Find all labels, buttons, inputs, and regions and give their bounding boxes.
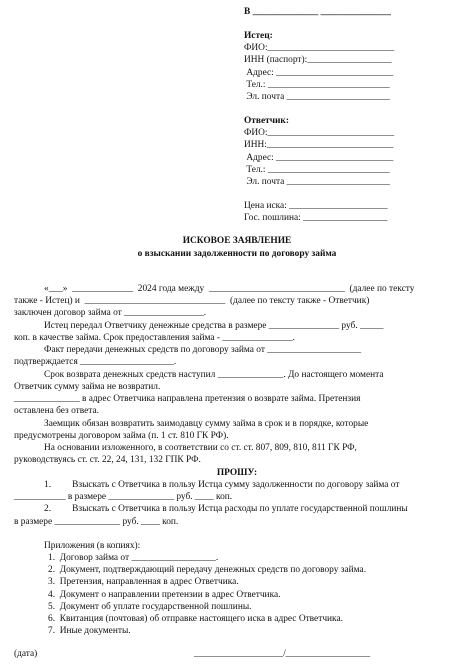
request-title: ПРОШУ: <box>216 468 258 478</box>
body-line-7: подтверждается ____________________. <box>14 357 177 367</box>
court-line: В ______________ _______________ <box>244 7 391 17</box>
body-line-13: предусмотрены договором займа (п. 1 ст. 810 ГК РФ). <box>14 431 229 441</box>
body-line-5: коп. в качестве займа. Срок предоставления займа - _______________. <box>14 333 295 343</box>
body-line-3: заключен договор займа от _________________. <box>14 308 207 318</box>
attachment-item: 2. Документ, подтверждающий передачу денежных средств по договору займа. <box>48 565 367 575</box>
attachment-item: 5. Документ об уплате государственной пошлины. <box>48 602 252 612</box>
defendant-fio: ФИО:___________________________ <box>244 128 395 138</box>
body-line-1: «___» _____________ 2024 года между _____________________________ (далее по тексту <box>44 284 415 294</box>
request-item-2-cont: в размере ______________ руб. ____ коп. <box>14 517 179 527</box>
plaintiff-phone: Тел.: __________________________ <box>244 80 390 90</box>
body-line-8: Срок возврата денежных средств наступил ______________. До настоящего момента <box>44 370 384 380</box>
body-line-6: Факт передачи денежных средств по договору займа от ____________________ <box>44 345 362 355</box>
body-line-12: Заемщик обязан возвратить заимодавцу сумму займа в срок и в порядке, которые <box>44 419 369 429</box>
plaintiff-title: Истец: <box>244 31 273 41</box>
attachments-title: Приложения (в копиях): <box>44 541 141 551</box>
defendant-title: Ответчик: <box>244 116 289 126</box>
request-item-1-cont: ___________ в размере ______________ руб. ____ коп. <box>14 492 233 502</box>
body-line-4: Истец передал Ответчику денежные средства в размере _______________ руб. _____ <box>44 321 384 331</box>
body-line-9: Ответчик сумму займа не возвратил. <box>14 382 161 392</box>
attachment-item: 4. Документ о направлении претензии в адрес Ответчика. <box>48 590 281 600</box>
attachment-item: 1. Договор займа от __________________. <box>48 553 219 563</box>
body-line-11: оставлена без ответа. <box>14 406 99 416</box>
plaintiff-address: Адрес: _________________________ <box>244 68 394 78</box>
body-line-10: ______________ в адрес Ответчика направлена претензия о возврате займа. Претензия <box>14 394 361 404</box>
request-item-2: 2. Взыскать с Ответчика в пользу Истца расходы по уплате государственной пошлины <box>44 504 408 514</box>
document-subtitle: о взыскании задолженности по договору займа <box>137 249 337 259</box>
document-title: ИСКОВОЕ ЗАЯВЛЕНИЕ <box>182 236 292 246</box>
claim-price: Цена иска: _____________________ <box>244 201 388 211</box>
body-line-2: также - Истец) и ______________________________ (далее по тексту также - Ответчик) <box>14 296 370 306</box>
defendant-email: Эл. почта ______________________ <box>244 177 390 187</box>
signature-field: ___________________/__________________ <box>194 649 371 659</box>
defendant-inn: ИНН:___________________________ <box>244 140 394 150</box>
defendant-address: Адрес: _________________________ <box>244 153 394 163</box>
plaintiff-fio: ФИО:___________________________ <box>244 43 395 53</box>
plaintiff-email: Эл. почта ______________________ <box>244 92 390 102</box>
body-line-15: руководствуясь ст. ст. 22, 24, 131, 132 ГПК РФ. <box>14 455 201 465</box>
request-item-1: 1. Взыскать с Ответчика в пользу Истца сумму задолженности по договору займа от <box>44 480 400 490</box>
date-field: (дата) <box>14 649 38 659</box>
state-fee: Гос. пошлина: __________________ <box>244 213 388 223</box>
plaintiff-inn: ИНН (паспорт):__________________ <box>244 55 392 65</box>
attachment-item: 6. Квитанция (почтовая) об отправке настоящего иска в адрес Ответчика. <box>48 614 343 624</box>
attachment-item: 7. Иные документы. <box>48 626 131 636</box>
attachment-item: 3. Претензия, направленная в адрес Ответчика. <box>48 577 239 587</box>
body-line-14: На основании изложенного, в соответствии со ст. ст. 807, 809, 810, 811 ГК РФ, <box>44 443 357 453</box>
defendant-phone: Тел.: __________________________ <box>244 165 390 175</box>
